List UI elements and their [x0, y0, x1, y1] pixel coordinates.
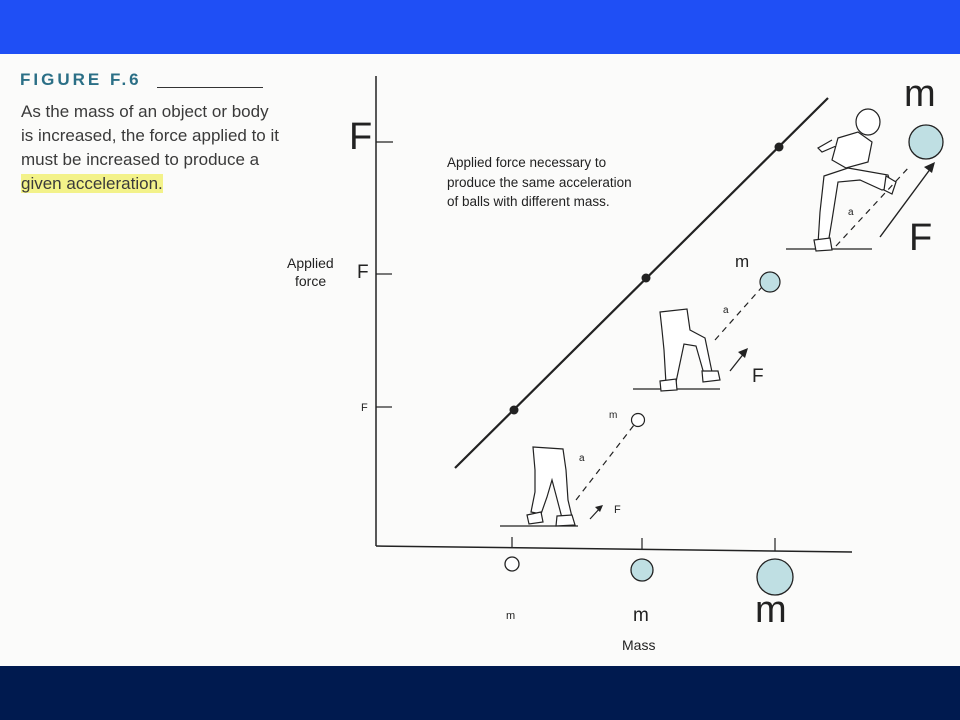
accel-dashes-1	[576, 425, 634, 500]
annotation-line-3: of balls with different mass.	[447, 194, 610, 209]
line-point-large	[775, 143, 784, 152]
x-axis-ball-small	[505, 557, 519, 571]
ball-large	[909, 125, 943, 159]
accel-label-3: a	[848, 207, 854, 218]
kicker-figure-1	[527, 447, 575, 526]
y-tick-label-small: F	[361, 402, 368, 414]
scene-small-mass	[500, 410, 645, 526]
accel-label-1: a	[579, 453, 585, 464]
mass-label-1: m	[609, 410, 618, 421]
kicker-figure-2	[660, 309, 720, 391]
x-tick-label-medium: m	[633, 605, 649, 626]
kicker-figure-3	[814, 109, 896, 251]
caption-line-3: must be increased to produce a	[21, 150, 260, 169]
scene-medium-mass	[633, 252, 780, 391]
x-tick-label-small: m	[506, 610, 516, 622]
y-tick-label-medium: F	[357, 262, 369, 283]
mass-label-3: m	[904, 73, 936, 115]
y-axis-label-line-1: Applied	[287, 255, 334, 271]
x-axis-label: Mass	[622, 637, 656, 653]
y-axis-label-line-2: force	[295, 273, 327, 289]
force-label-3: F	[909, 217, 933, 259]
line-point-small	[510, 406, 519, 415]
force-label-2: F	[752, 366, 764, 387]
force-arrowhead-2	[738, 348, 748, 358]
caption-line-2: is increased, the force applied to it	[21, 126, 279, 145]
force-arrowhead-1	[595, 505, 603, 512]
annotation-line-1: Applied force necessary to	[447, 155, 607, 170]
annotation-line-2: produce the same acceleration	[447, 175, 632, 190]
ball-small	[632, 414, 645, 427]
force-label-1: F	[614, 504, 621, 516]
caption-line-1: As the mass of an object or body	[21, 102, 269, 121]
figure-label: FIGURE F.6	[20, 70, 142, 89]
line-point-medium	[642, 274, 651, 283]
caption-highlight: given acceleration.	[21, 174, 163, 193]
y-tick-label-large: F	[349, 116, 373, 158]
scene-large-mass	[786, 73, 943, 259]
accel-label-2: a	[723, 305, 729, 316]
force-arrowhead-3	[924, 162, 935, 173]
ball-medium	[760, 272, 780, 292]
x-axis	[376, 546, 852, 552]
x-tick-label-large: m	[755, 589, 787, 631]
mass-label-2: m	[735, 252, 750, 271]
x-axis-ball-medium	[631, 559, 653, 581]
